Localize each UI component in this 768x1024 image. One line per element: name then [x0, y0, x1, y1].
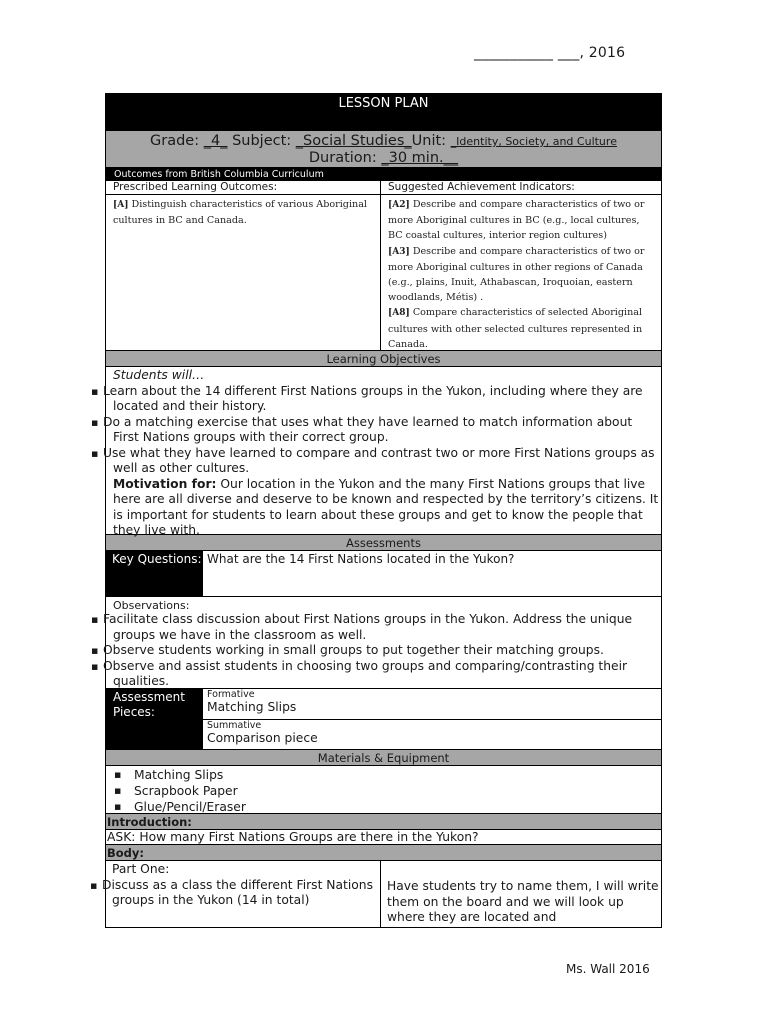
motivation-label: Motivation for: — [113, 476, 217, 491]
observation-item: ▪ Facilitate class discussion about First Nations groups in the Yukon. Address the unique groups we have in the classroom as well. — [113, 612, 661, 643]
motivation-text: Our location in the Yukon and the many First Nations groups that live here are all diverse and deserve to be known and respected by the territory’s citizens. It is important for students to learn about these groups and get to know the people that they live with. — [113, 476, 659, 537]
introduction-text: ASK: How many First Nations Groups are there in the Yukon? — [106, 830, 661, 845]
formative-label: Formative — [207, 689, 255, 700]
unit-label: Unit: — [411, 133, 447, 149]
assessment-pieces-detail — [202, 689, 661, 749]
plo-code: [A] — [113, 200, 129, 210]
summative-cell — [203, 720, 661, 750]
duration-label: Duration: — [308, 150, 377, 166]
grade-value: _4_ — [203, 133, 228, 149]
objectives-intro: Students will… — [113, 368, 205, 382]
materials-cell — [106, 766, 661, 814]
formative-value: Matching Slips — [207, 700, 297, 714]
sai-code: [A8] — [388, 308, 410, 319]
observation-item: ▪ Observe and assist students in choosing two groups and comparing/contrasting their qualities. — [113, 659, 661, 690]
sai-code: [A2] — [388, 200, 410, 210]
observations-cell — [103, 597, 661, 689]
part-one-item: ▪ Discuss as a class the different First Nations groups in the Yukon (14 in total) — [112, 878, 380, 909]
observations-label: Observations: — [113, 599, 190, 612]
sai-code: [A3] — [388, 246, 410, 257]
materials-section-title: Materials & Equipment — [106, 750, 661, 766]
lesson-plan-title: LESSON PLAN — [106, 94, 661, 131]
outcomes-source-bar: Outcomes from British Columbia Curriculum — [106, 168, 661, 181]
objectives-list — [103, 383, 661, 477]
assessment-pieces-row — [106, 689, 661, 750]
key-questions-row — [106, 551, 661, 597]
material-item: ▪ Scrapbook Paper — [114, 783, 661, 799]
introduction-section-title: Introduction: — [106, 814, 661, 830]
sai-header: Suggested Achievement Indicators: — [388, 181, 575, 193]
material-item: ▪ Matching Slips — [114, 767, 661, 783]
sai-item — [388, 244, 655, 306]
body-part-one-row — [102, 861, 661, 927]
materials-list — [114, 767, 661, 815]
objectives-section-title: Learning Objectives — [106, 351, 661, 367]
subject-value: _Social Studies_ — [295, 133, 412, 149]
lesson-plan-table — [102, 93, 662, 928]
sai-text: Describe and compare characteristics of two or more Aboriginal cultures in BC (e.g., local cultures, BC coastal cultures, interior region cultures) — [388, 199, 645, 242]
outcomes-header-row — [106, 181, 661, 195]
plo-text: Distinguish characteristics of various Aboriginal cultures in BC and Canada. — [113, 199, 367, 227]
formative-cell — [203, 689, 661, 720]
assessments-section-title: Assessments — [106, 535, 661, 551]
material-item: ▪ Glue/Pencil/Eraser — [114, 799, 661, 815]
key-questions-label: Key Questions: — [106, 551, 202, 596]
duration-value: _30 min.__ — [381, 150, 459, 166]
unit-value: _Identity, Society, and Culture — [450, 135, 617, 148]
sai-item — [388, 305, 655, 352]
key-questions-text: What are the 14 First Nations located in the Yukon? — [202, 551, 661, 596]
sai-text: Describe and compare characteristics of two or more Aboriginal cultures in other regions of Canada (e.g., plains, Inuit, Athabascan, Iroquoian, eastern woodlands, Métis) . — [388, 245, 645, 304]
plo-cell — [106, 195, 381, 350]
motivation-paragraph — [113, 477, 661, 539]
sai-text: Compare characteristics of selected Aboriginal cultures with other selected cultures represented in Canada. — [388, 307, 643, 350]
part-one-label: Part One: — [112, 862, 170, 876]
objectives-cell — [103, 367, 661, 537]
objective-item: ▪ Do a matching exercise that uses what they have learned to match information about First Nations groups with their correct group. — [113, 415, 661, 446]
plo-item — [113, 197, 374, 228]
body-section-title: Body: — [106, 845, 661, 861]
sai-item — [388, 197, 655, 244]
footer-signature: Ms. Wall 2016 — [566, 962, 650, 976]
part-one-notes: Have students try to name them, I will write them on the board and we will look up where they are located and — [387, 879, 659, 924]
date-line: ___________ ___, 2016 — [474, 45, 626, 61]
observations-list — [103, 612, 661, 690]
plo-header: Prescribed Learning Outcomes: — [106, 181, 381, 194]
summative-label: Summative — [207, 719, 262, 731]
sai-cell — [381, 195, 661, 350]
objective-item: ▪ Use what they have learned to compare and contrast two or more First Nations groups as well as other cultures. — [113, 446, 661, 477]
part-one-cell — [102, 861, 381, 927]
observation-item: ▪ Observe students working in small groups to put together their matching groups. — [113, 643, 661, 659]
outcomes-row — [106, 195, 661, 351]
assessment-pieces-label: Assessment Pieces: — [106, 689, 202, 749]
part-one-list — [102, 877, 380, 909]
subject-label: Subject: — [232, 133, 292, 149]
grade-subject-bar — [106, 131, 661, 168]
grade-label: Grade: — [150, 133, 200, 149]
summative-value: Comparison piece — [207, 730, 318, 745]
objective-item: ▪ Learn about the 14 different First Nations groups in the Yukon, including where they are located and their history. — [113, 384, 661, 415]
